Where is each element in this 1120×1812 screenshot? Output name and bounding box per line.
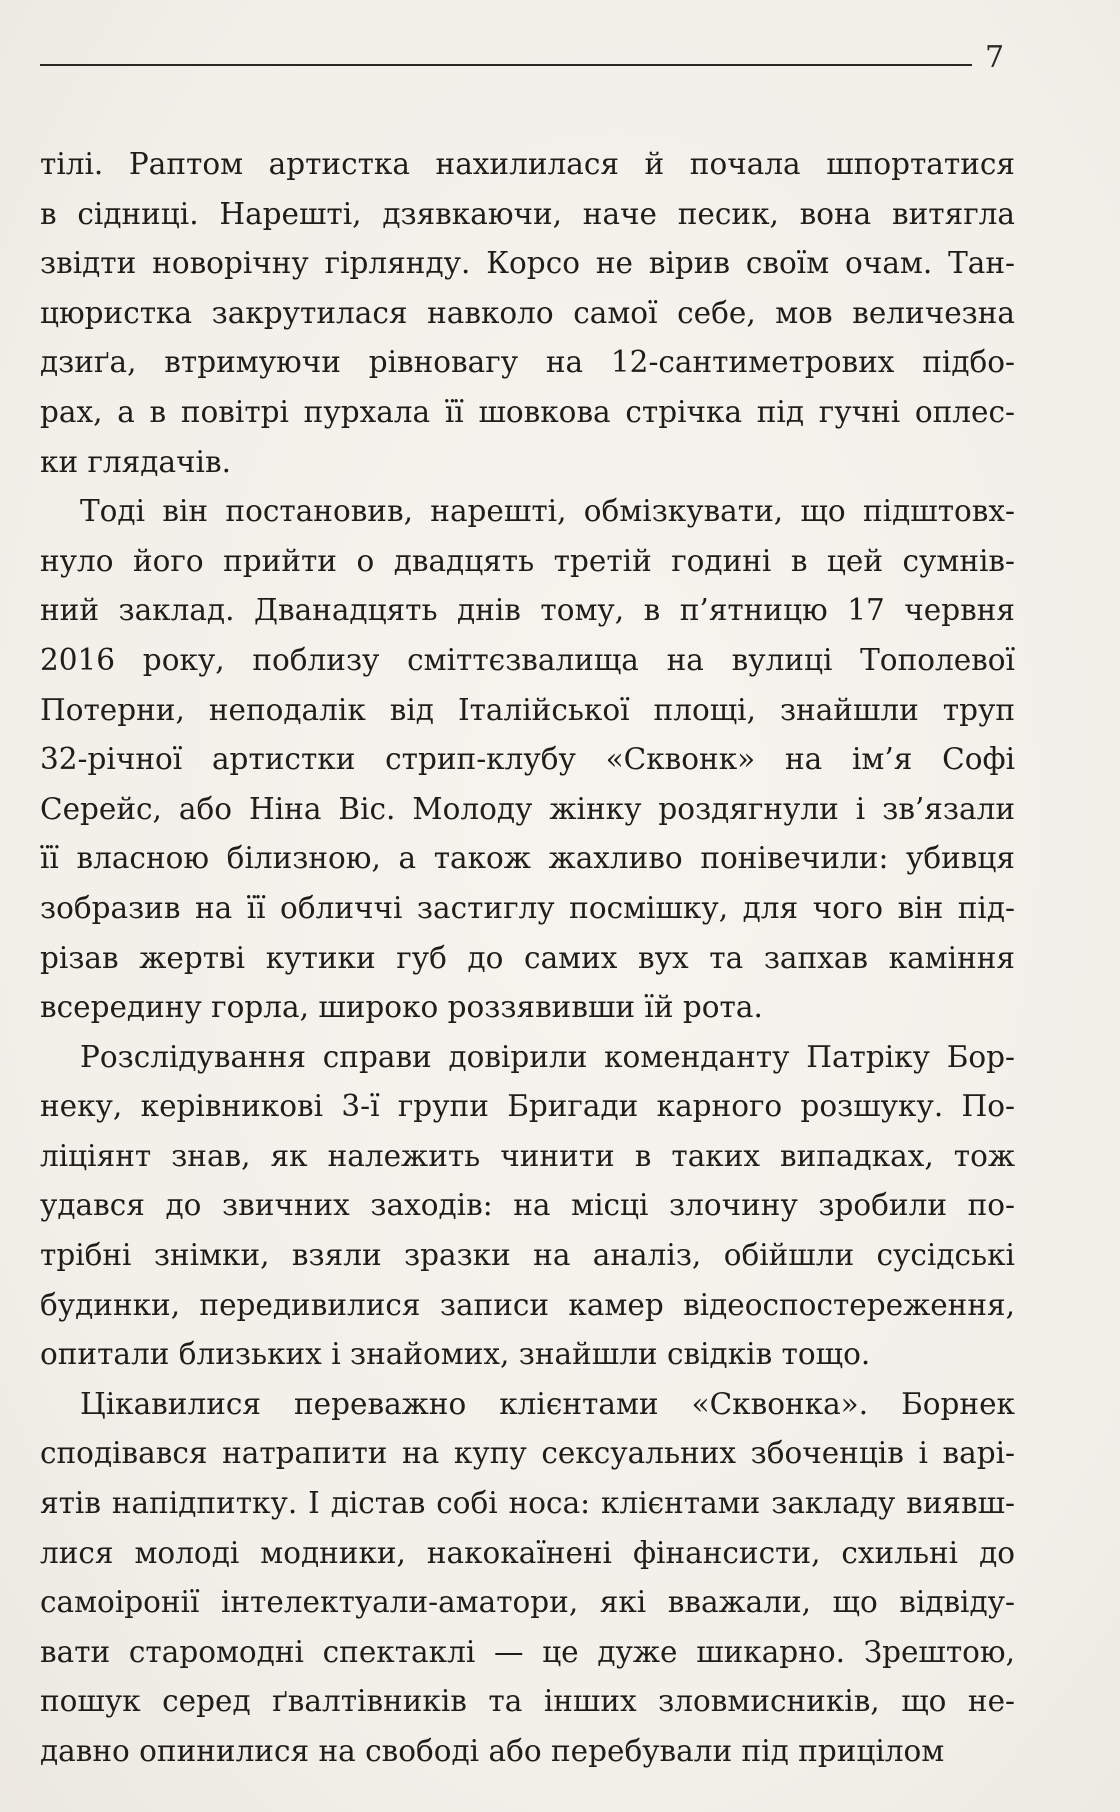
paragraph <box>40 1033 1015 1380</box>
text-line: зобразив на її обличчі застиглу посмішку, для чого він під- <box>40 890 1015 925</box>
text-line: 32-річної артистки стрип-клубу «Сквонк» на ім’я Софі <box>40 742 1015 777</box>
text-line: Серейс, або Ніна Віс. Молоду жінку роздягнули і зв’язали <box>40 791 1015 826</box>
text-line: різав жертві кутики губ до самих вух та запхав каміння <box>40 940 1015 975</box>
text-line: Розслідування справи довірили коменданту Патріку Бор- <box>80 1039 1015 1074</box>
text-line: ки глядачів. <box>40 444 231 479</box>
text-line: в сідниці. Нарешті, дзявкаючи, наче песик, вона витягла <box>40 196 1015 231</box>
text-line: будинки, передивилися записи камер відеоспостереження, <box>40 1287 1015 1322</box>
text-line: самоіронії інтелектуали-аматори, які вважали, що відвіду- <box>40 1585 1015 1620</box>
text-line: неку, керівникові 3-ї групи Бригади карного розшуку. По- <box>40 1089 1015 1124</box>
paragraph <box>40 487 1015 1033</box>
text-line: ний заклад. Дванадцять днів тому, в п’ятницю 17 червня <box>40 593 1015 628</box>
text-line: ліціянт знав, як належить чинити в таких випадках, тож <box>40 1138 1015 1173</box>
text-line: давно опинилися на свободі або перебували під прицілом <box>40 1734 945 1768</box>
text-line: 2016 року, поблизу сміттєзвалища на вулиці Тополевої <box>40 642 1015 677</box>
paragraph <box>40 140 1015 487</box>
text-line: тілі. Раптом артистка нахилилася й почала шпортатися <box>40 147 1015 181</box>
text-line: дзиґа, втримуючи рівновагу на 12-сантиметрових підбо- <box>40 345 1015 380</box>
text-line: лися молоді модники, накокаїнені фінансисти, схильні до <box>40 1535 1015 1570</box>
text-line: Цікавилися переважно клієнтами «Сквонка». Борнек <box>80 1386 1015 1421</box>
text-line: сподівався натрапити на купу сексуальних збоченців і варі- <box>40 1436 1015 1471</box>
text-line: удався до звичних заходів: на місці злочину зробили по- <box>40 1188 1015 1223</box>
text-line: опитали близьких і знайомих, знайшли свідків тощо. <box>40 1337 871 1372</box>
text-line: всередину горла, широко роззявивши їй рота. <box>40 990 763 1025</box>
text-line: ятів напідпитку. І дістав собі носа: клієнтами закладу виявш- <box>40 1486 1015 1521</box>
text-line: трібні знімки, взяли зразки на аналіз, обійшли сусідські <box>40 1238 1015 1273</box>
text-line: Тоді він постановив, нарешті, обмізкувати, що підштовх- <box>80 494 1015 529</box>
text-line: звідти новорічну гірлянду. Корсо не вірив своїм очам. Тан- <box>40 246 1015 281</box>
text-line: цюристка закрутилася навколо самої себе, мов величезна <box>40 295 1015 330</box>
text-line: нуло його прийти о двадцять третій годині в цей сумнів- <box>40 543 1015 578</box>
page-number: 7 <box>985 40 1005 75</box>
paragraph <box>40 1380 1015 1777</box>
text-line: вати старомодні спектаклі — це дуже шикарно. Зрештою, <box>40 1634 1015 1669</box>
text-line: рах, а в повітрі пурхала її шовкова стрічка під гучні оплес- <box>40 394 1015 429</box>
text-line: пошук серед ґвалтівників та інших зловмисників, що не- <box>40 1684 1015 1719</box>
body-text <box>40 140 1015 1777</box>
header-rule <box>40 64 972 66</box>
text-line: її власною білизною, а також жахливо понівечили: убивця <box>40 841 1015 876</box>
text-line: Потерни, неподалік від Італійської площі, знайшли труп <box>40 692 1015 727</box>
